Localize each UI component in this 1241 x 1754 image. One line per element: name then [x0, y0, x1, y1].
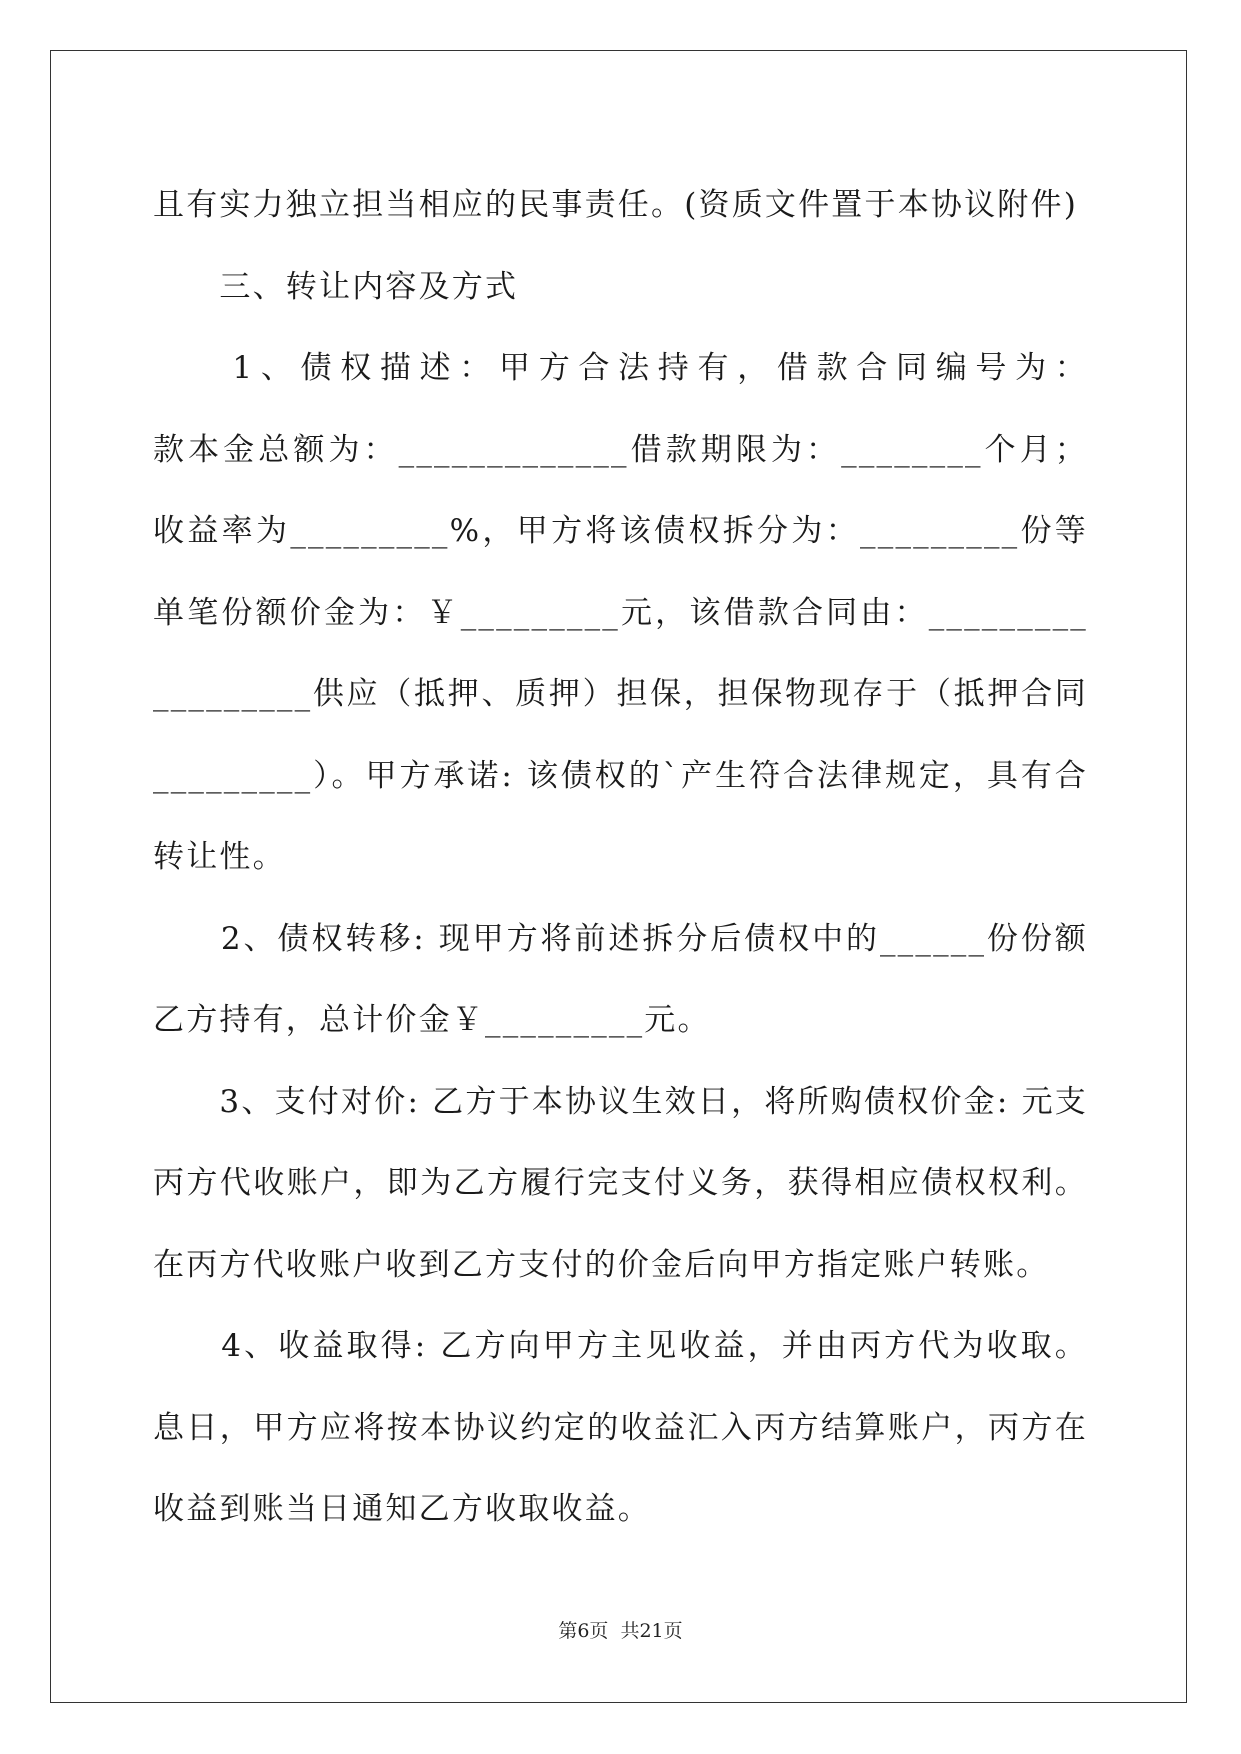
text-line: 1、债权描述：甲方合法持有，借款合同编号为：	[232, 350, 1088, 386]
section-heading: 三、转让内容及方式	[153, 268, 519, 305]
text-line: _________供应（抵押、质押）担保，担保物现存于（抵押合同	[153, 676, 1088, 712]
text-line: 2、债权转移: 现甲方将前述拆分后债权中的______份份额	[220, 920, 1088, 957]
text-line: 转让性。	[153, 839, 286, 875]
text-line: 款本金总额为：_____________借款期限为：________个月；	[153, 431, 1088, 468]
text-line: 单笔份额价金为：￥_________元，该借款合同由：_________	[153, 594, 1088, 631]
text-line: 且有实力独立担当相应的民事责任。(资质文件置于本协议附件)	[153, 187, 1078, 223]
text-line: 收益率为_________%，甲方将该债权拆分为：_________份等	[153, 513, 1088, 549]
page-total: 共21页	[620, 1620, 683, 1642]
text-line: 息日，甲方应将按本协议约定的收益汇入丙方结算账户，丙方在	[153, 1409, 1088, 1446]
page-number: 第6页	[558, 1620, 609, 1642]
text-line: _________）。甲方承诺: 该债权的`产生符合法律规定，具有合	[153, 757, 1088, 794]
page-footer	[0, 1616, 1241, 1643]
text-line: 3、支付对价: 乙方于本协议生效日，将所购债权价金: 元支	[219, 1083, 1088, 1120]
text-line: 丙方代收账户，即为乙方履行完支付义务，获得相应债权权利。	[153, 1165, 1088, 1201]
text-line: 收益到账当日通知乙方收取收益。	[153, 1491, 651, 1527]
text-line: 4、收益取得: 乙方向甲方主见收益，并由丙方代为收取。	[221, 1328, 1088, 1364]
text-line: 乙方持有，总计价金￥_________元。	[153, 1002, 711, 1038]
document-body	[153, 165, 1088, 1551]
text-line: 在丙方代收账户收到乙方支付的价金后向甲方指定账户转账。	[153, 1246, 1050, 1283]
